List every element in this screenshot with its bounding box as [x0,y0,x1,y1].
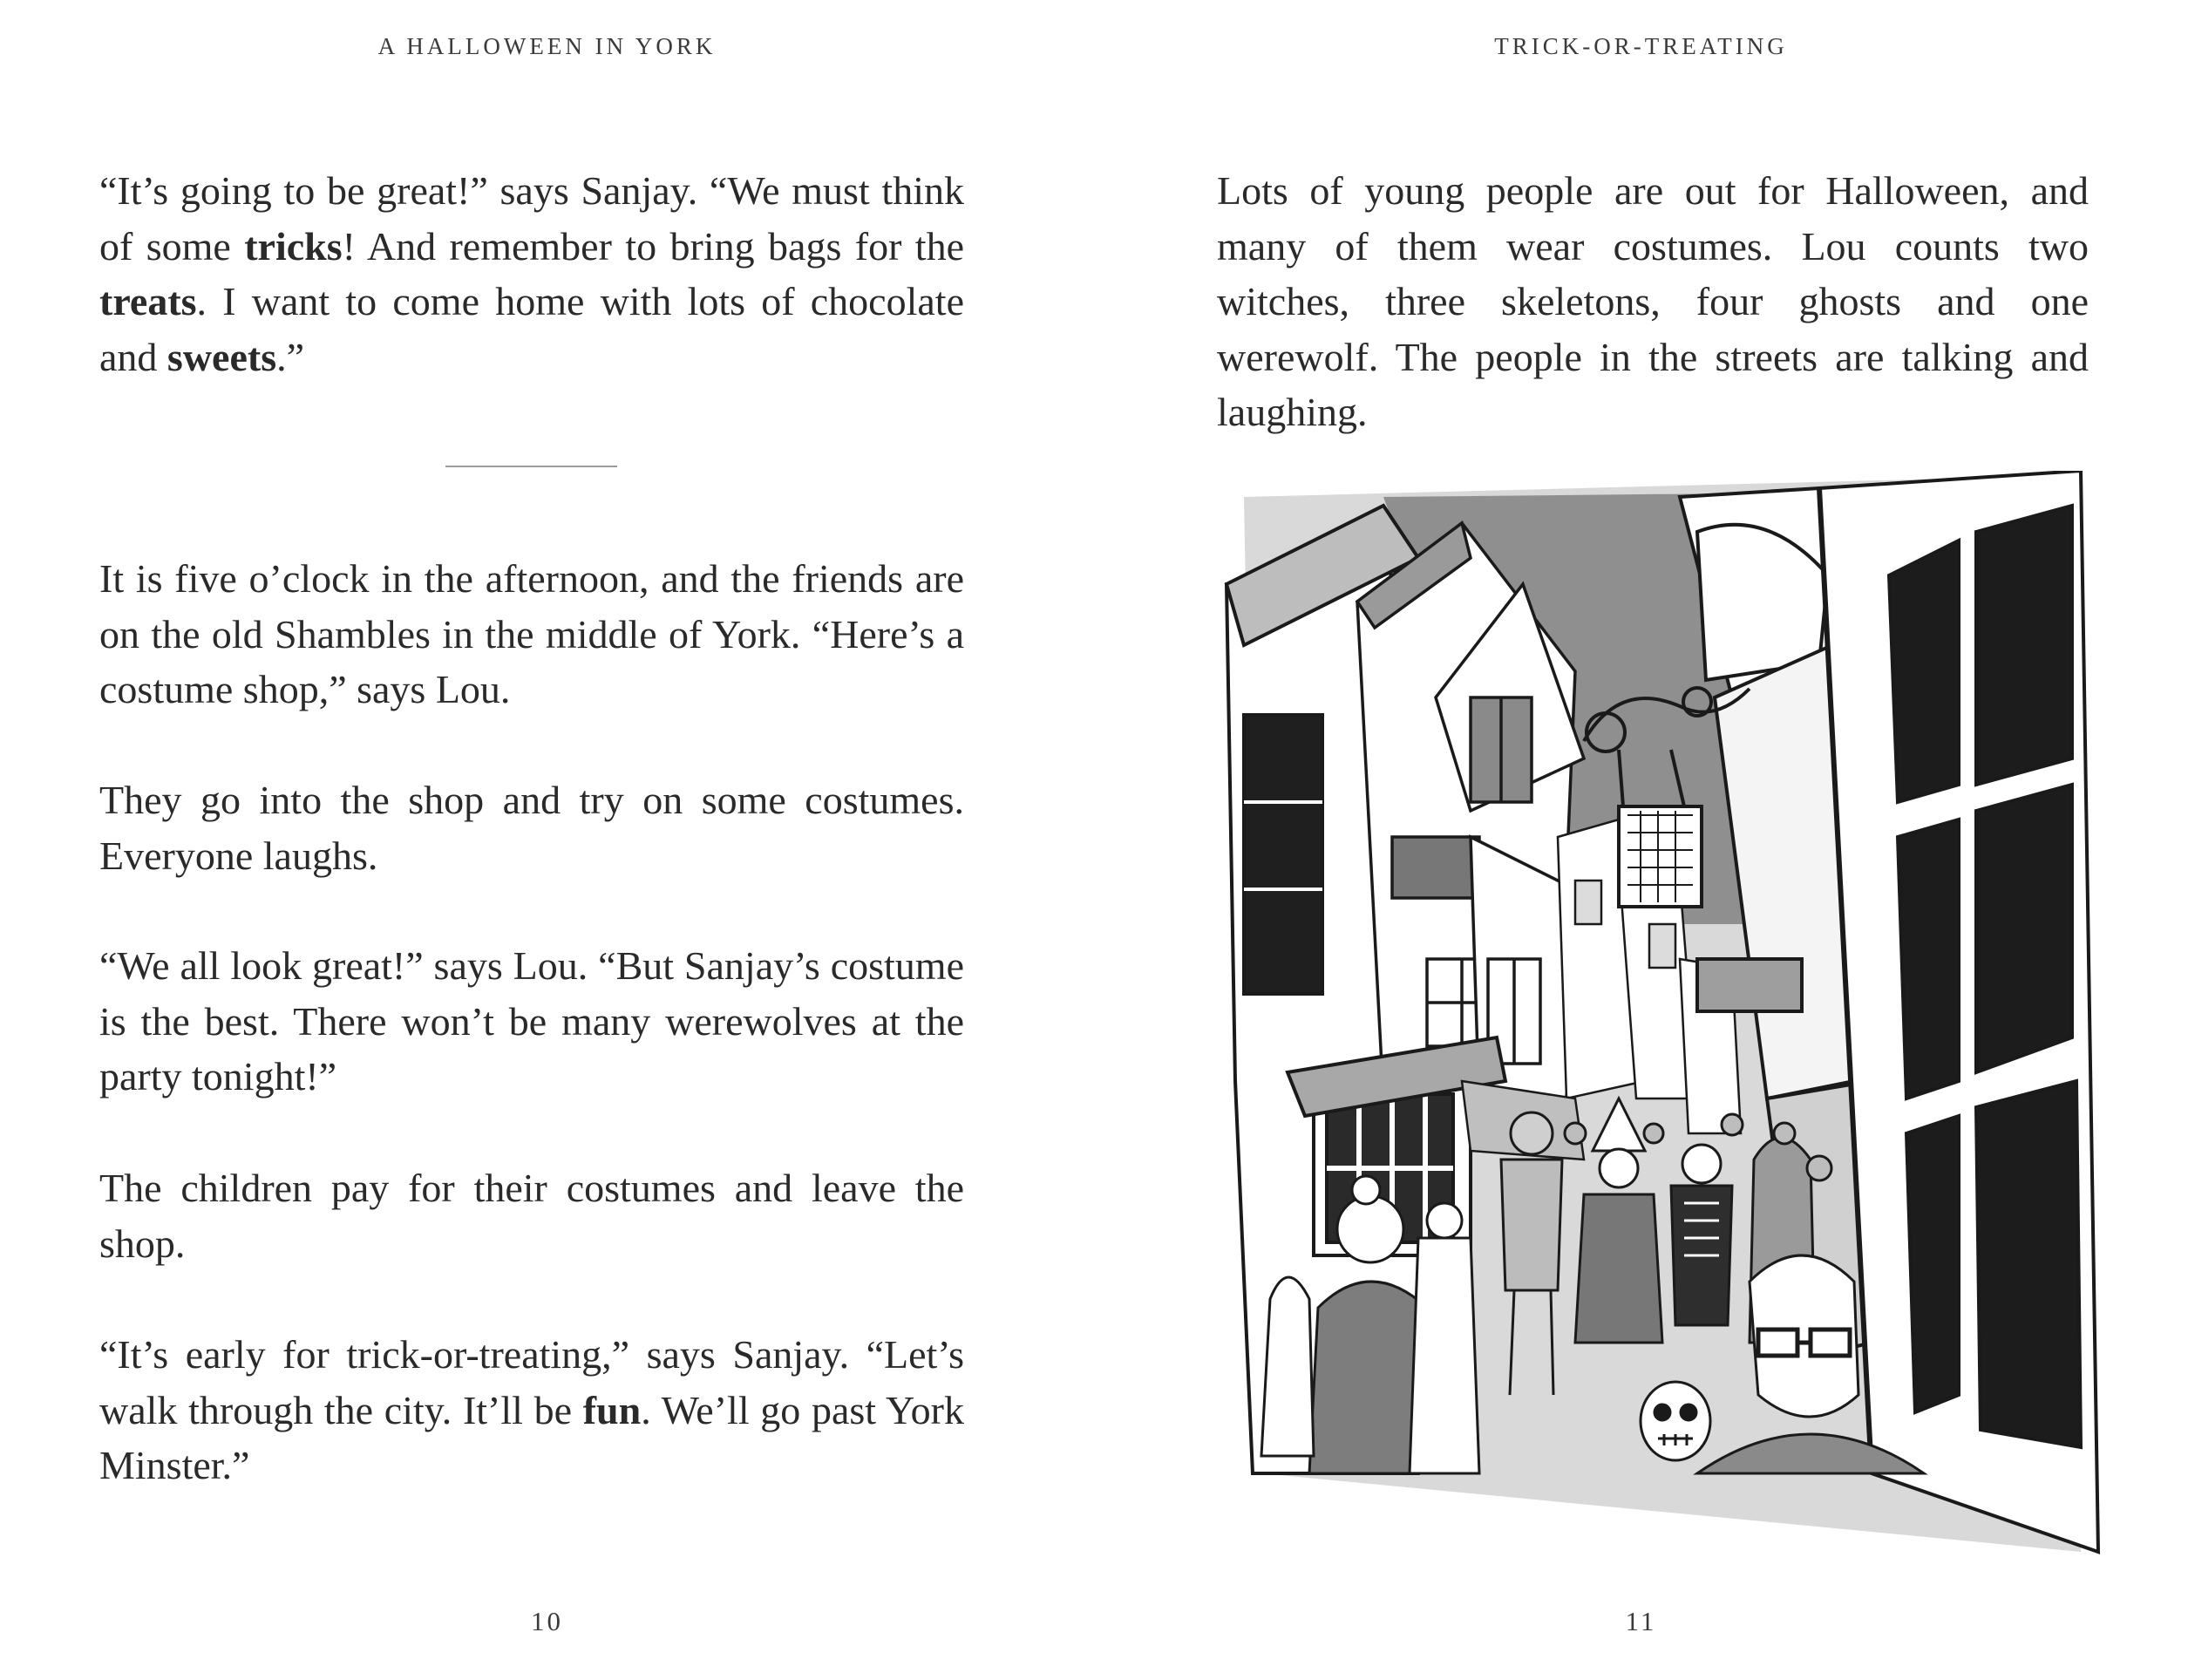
text-segment: Lots of young people are out for Halloween, and many of them wear costumes. Lou counts two witches, three skeletons, four ghosts and one werewolf. The people in the streets are talking and laughing. [1217,168,2089,434]
running-head-left: A HALLOWEEN IN YORK [377,33,717,59]
paragraph-3 [99,772,964,883]
paragraph-2 [99,551,964,718]
paragraph-1 [99,163,964,384]
page-number-left: 10 [531,1606,563,1636]
text-segment: “We all look great!” says Lou. “But Sanjay’s costume is the best. There won’t be many werewolves at the party tonight!” [99,943,964,1098]
text-segment: They go into the shop and try on some costumes. Everyone laughs. [99,778,964,878]
masked-figure [1410,1203,1479,1473]
paragraph-6 [99,1327,964,1493]
text-segment: .” [276,334,305,379]
running-head-right: TRICK-OR-TREATING [1494,33,1788,59]
text-segment: . I want to come home with lots of chocolate and [99,279,964,379]
text-segment: “It’s early for trick-or-treating,” says Sanjay. “Let’s walk through the city. It’ll be [99,1332,964,1432]
text-segment: . We’ll go past York Minster.” [99,1387,964,1487]
bold-term: tricks [244,223,343,269]
skull-mask [1641,1382,1710,1460]
right-page [1094,0,2188,1680]
bold-term: fun [582,1387,642,1432]
text-segment: “It’s going to be great!” says Sanjay. “We must think of some [99,168,964,269]
bold-term: treats [99,279,197,323]
paragraph-5 [99,1160,964,1271]
text-segment: It is five o’clock in the afternoon, and the friends are on the old Shambles in the middle of York. “Here’s a costume shop,” says Lou. [99,556,964,711]
text-segment: ! And remember to bring bags for the [342,223,964,269]
page-number-right: 11 [1625,1606,1657,1636]
paragraph-right-1 [1217,163,2089,440]
bold-term: sweets [166,334,277,379]
ghost-figure-left [1261,1277,1314,1456]
shambles-street-illustration [1209,471,2111,1561]
text-segment: The children pay for their costumes and leave the shop. [99,1166,964,1266]
paragraph-4 [99,938,964,1105]
section-divider [445,466,617,467]
